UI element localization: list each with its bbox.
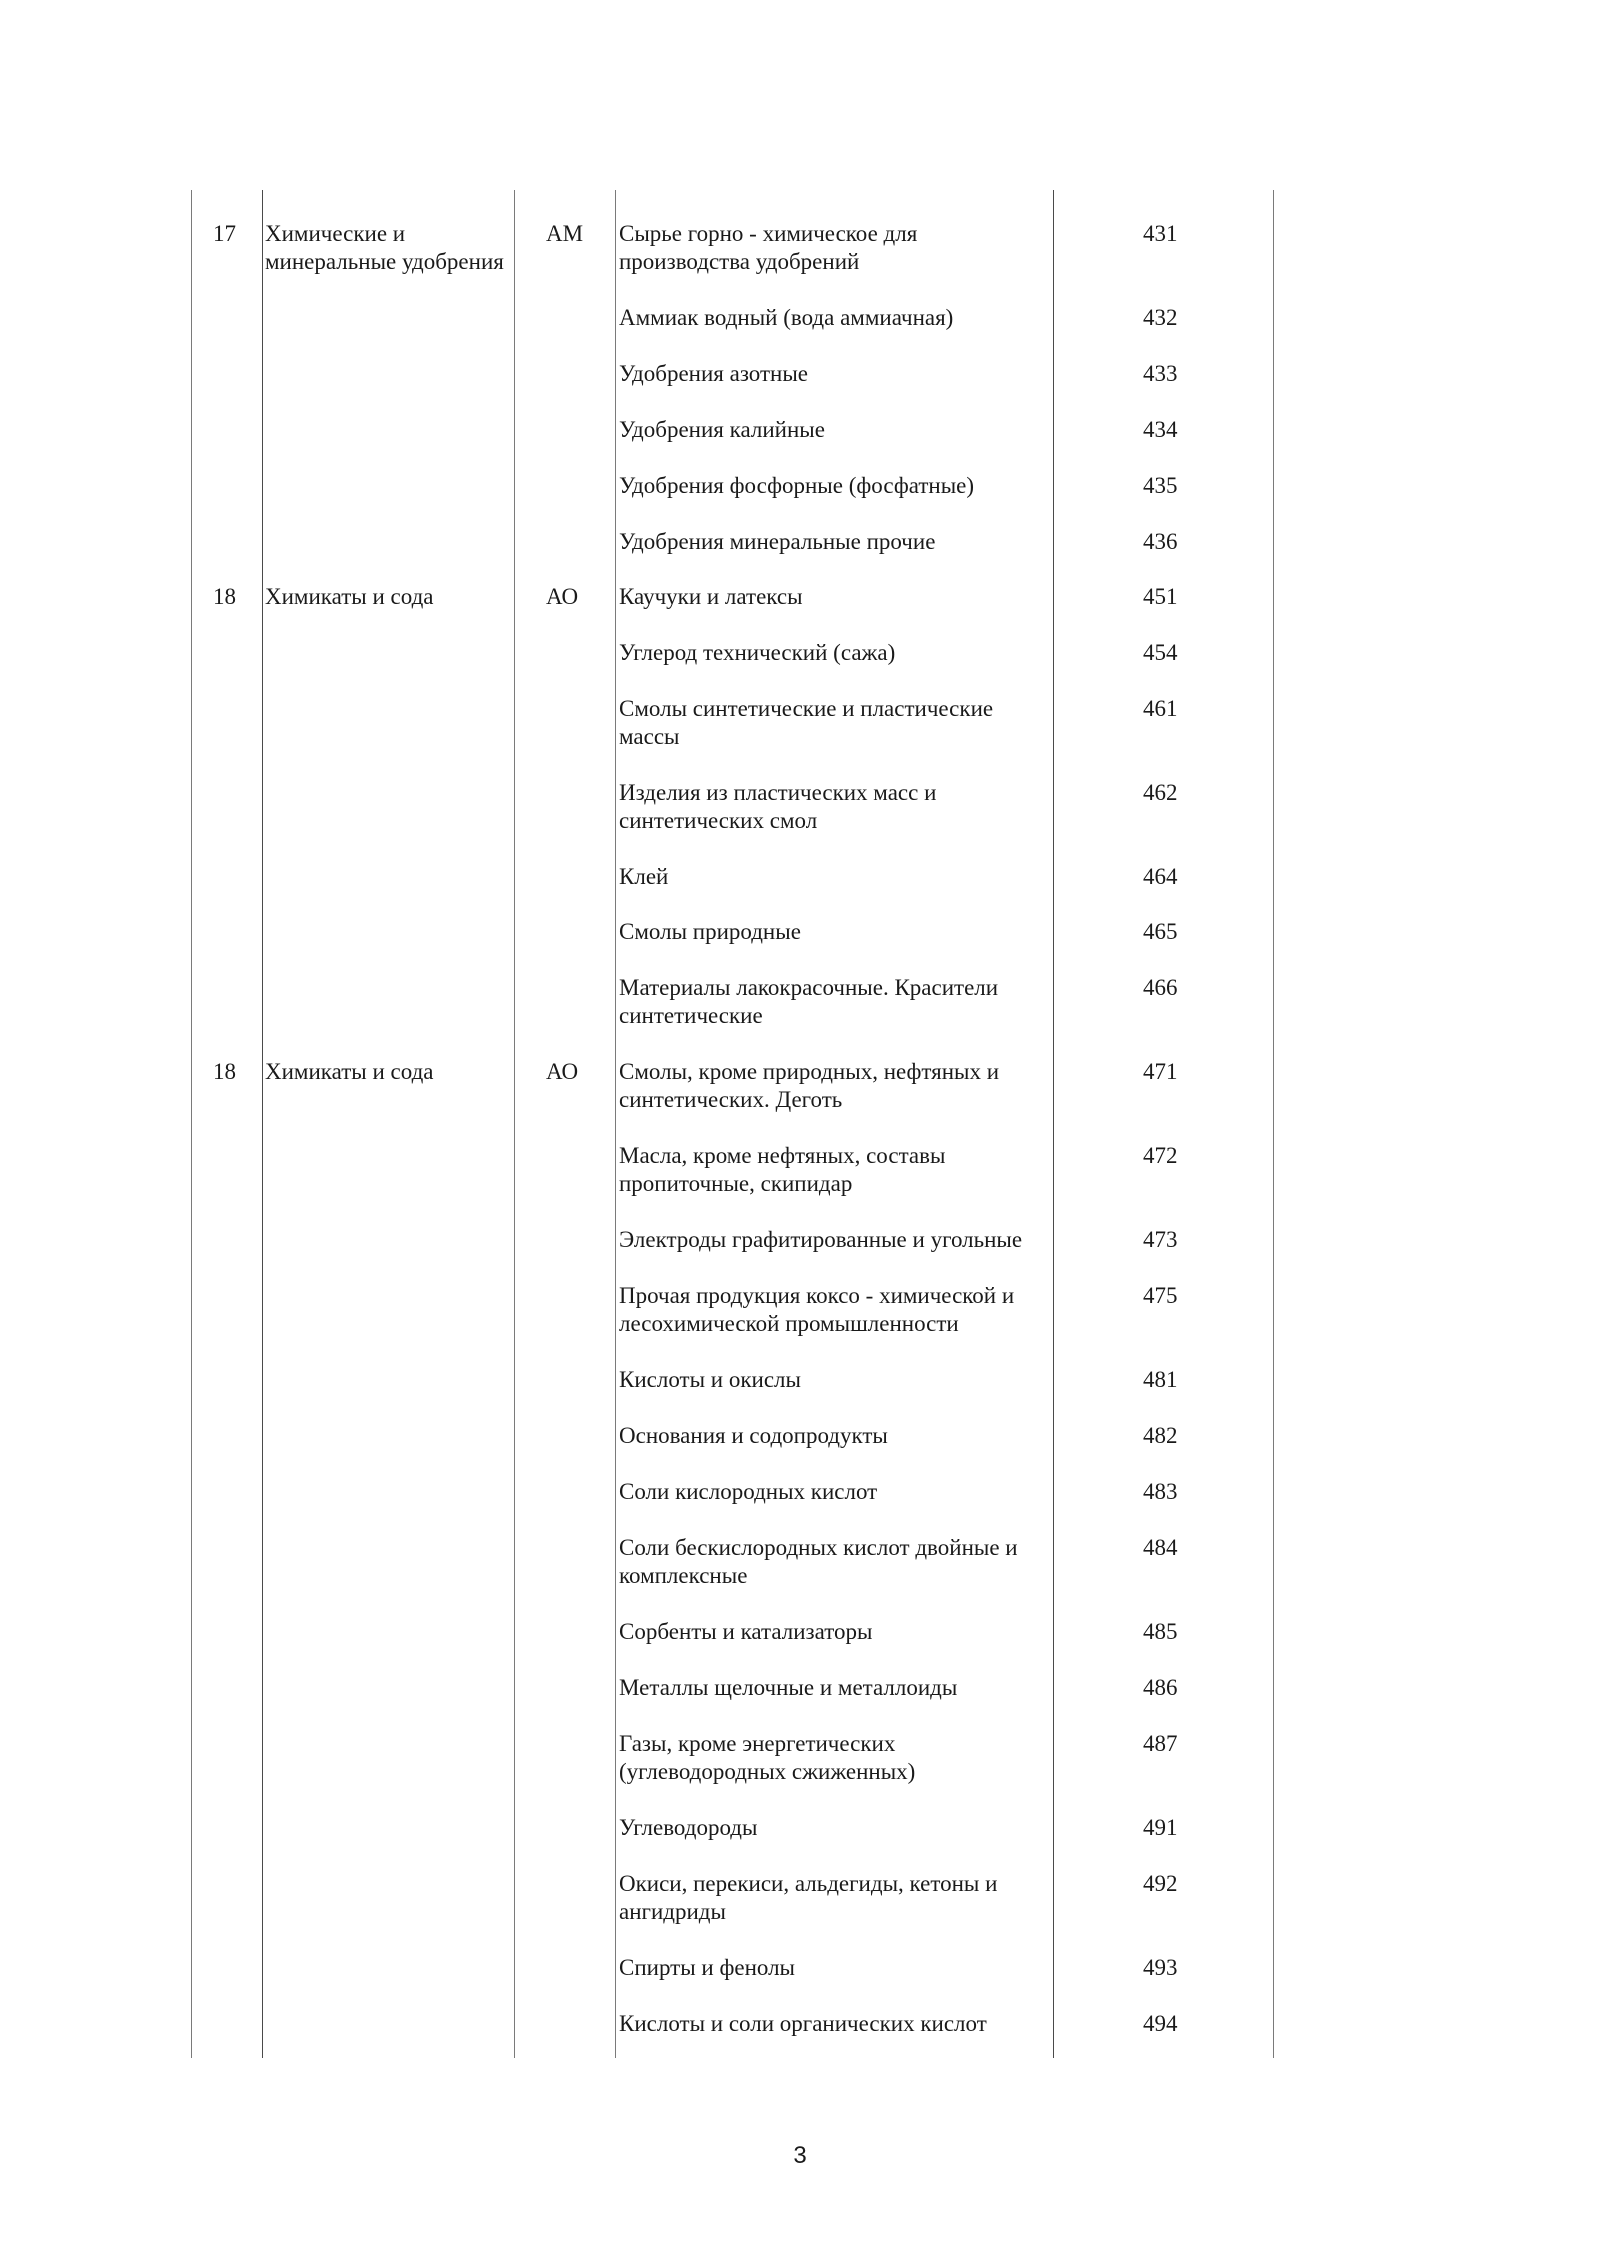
cargo-code: 486 [1143, 1675, 1178, 1700]
cargo-name: Углеводороды [619, 1815, 758, 1840]
cargo-code: 491 [1143, 1815, 1178, 1840]
cargo-name: Соли кислородных кислот [619, 1479, 878, 1504]
cargo-name: Сырье горно - химическое для производства удобрений [619, 221, 918, 274]
cargo-name: Газы, кроме энергетических (углеводородных сжиженных) [619, 1731, 916, 1784]
table-border-right [1273, 190, 1274, 2058]
cargo-code: 483 [1143, 1479, 1178, 1504]
cargo-name: Сорбенты и катализаторы [619, 1619, 873, 1644]
cargo-name: Кислоты и соли органических кислот [619, 2011, 987, 2036]
cargo-code: 461 [1143, 696, 1178, 721]
cargo-code: 464 [1143, 864, 1178, 889]
page-number: 3 [793, 2142, 807, 2169]
cargo-name: Окиси, перекиси, альдегиды, кетоны и ангидриды [619, 1871, 998, 1924]
cargo-code: 465 [1143, 919, 1178, 944]
cargo-name: Смолы синтетические и пластические массы [619, 696, 994, 749]
group-number: 17 [213, 221, 236, 246]
cargo-code: 451 [1143, 584, 1178, 609]
cargo-name: Удобрения минеральные прочие [619, 529, 936, 554]
group-name: Химикаты и сода [265, 584, 434, 609]
cargo-code: 466 [1143, 975, 1178, 1000]
group-code: АО [546, 584, 579, 609]
cargo-code: 435 [1143, 473, 1178, 498]
column-divider-value [1053, 190, 1054, 2058]
cargo-code: 454 [1143, 640, 1178, 665]
cargo-name: Металлы щелочные и металлоиды [619, 1675, 958, 1700]
cargo-name: Материалы лакокрасочные. Красители синтетические [619, 975, 999, 1028]
cargo-code: 487 [1143, 1731, 1178, 1756]
column-divider-name [262, 190, 263, 2058]
column-divider-code [514, 190, 515, 2058]
cargo-code: 485 [1143, 1619, 1178, 1644]
cargo-name: Смолы природные [619, 919, 801, 944]
cargo-name: Каучуки и латексы [619, 584, 803, 609]
cargo-name: Масла, кроме нефтяных, составы пропиточные, скипидар [619, 1143, 946, 1196]
cargo-code: 482 [1143, 1423, 1178, 1448]
cargo-code: 462 [1143, 780, 1178, 805]
cargo-code: 472 [1143, 1143, 1178, 1168]
cargo-code: 434 [1143, 417, 1178, 442]
cargo-code: 431 [1143, 221, 1178, 246]
cargo-code: 436 [1143, 529, 1178, 554]
cargo-code: 471 [1143, 1059, 1178, 1084]
column-divider-item [615, 190, 616, 2058]
cargo-code: 475 [1143, 1283, 1178, 1308]
cargo-code: 433 [1143, 361, 1178, 386]
cargo-name: Электроды графитированные и угольные [619, 1227, 1023, 1252]
cargo-name: Смолы, кроме природных, нефтяных и синтетических. Деготь [619, 1059, 1000, 1112]
cargo-name: Основания и содопродукты [619, 1423, 888, 1448]
cargo-name: Аммиак водный (вода аммиачная) [619, 305, 954, 330]
cargo-name: Клей [619, 864, 669, 889]
group-number: 18 [213, 584, 236, 609]
cargo-code: 432 [1143, 305, 1178, 330]
cargo-name: Прочая продукция коксо - химической и лесохимической промышленности [619, 1283, 1015, 1336]
cargo-code: 481 [1143, 1367, 1178, 1392]
cargo-name: Удобрения азотные [619, 361, 808, 386]
cargo-name: Спирты и фенолы [619, 1955, 796, 1980]
group-code: АМ [546, 221, 584, 246]
cargo-code: 494 [1143, 2011, 1178, 2036]
table-border-left [191, 190, 192, 2058]
cargo-name: Углерод технический (сажа) [619, 640, 896, 665]
cargo-name: Изделия из пластических масс и синтетических смол [619, 780, 937, 833]
cargo-name: Соли бескислородных кислот двойные и комплексные [619, 1535, 1018, 1588]
cargo-code: 484 [1143, 1535, 1178, 1560]
group-name: Химические и минеральные удобрения [265, 221, 504, 274]
group-code: АО [546, 1059, 579, 1084]
group-name: Химикаты и сода [265, 1059, 434, 1084]
cargo-name: Кислоты и окислы [619, 1367, 801, 1392]
group-number: 18 [213, 1059, 236, 1084]
cargo-code: 493 [1143, 1955, 1178, 1980]
cargo-name: Удобрения фосфорные (фосфатные) [619, 473, 975, 498]
cargo-name: Удобрения калийные [619, 417, 825, 442]
cargo-code: 473 [1143, 1227, 1178, 1252]
cargo-code: 492 [1143, 1871, 1178, 1896]
